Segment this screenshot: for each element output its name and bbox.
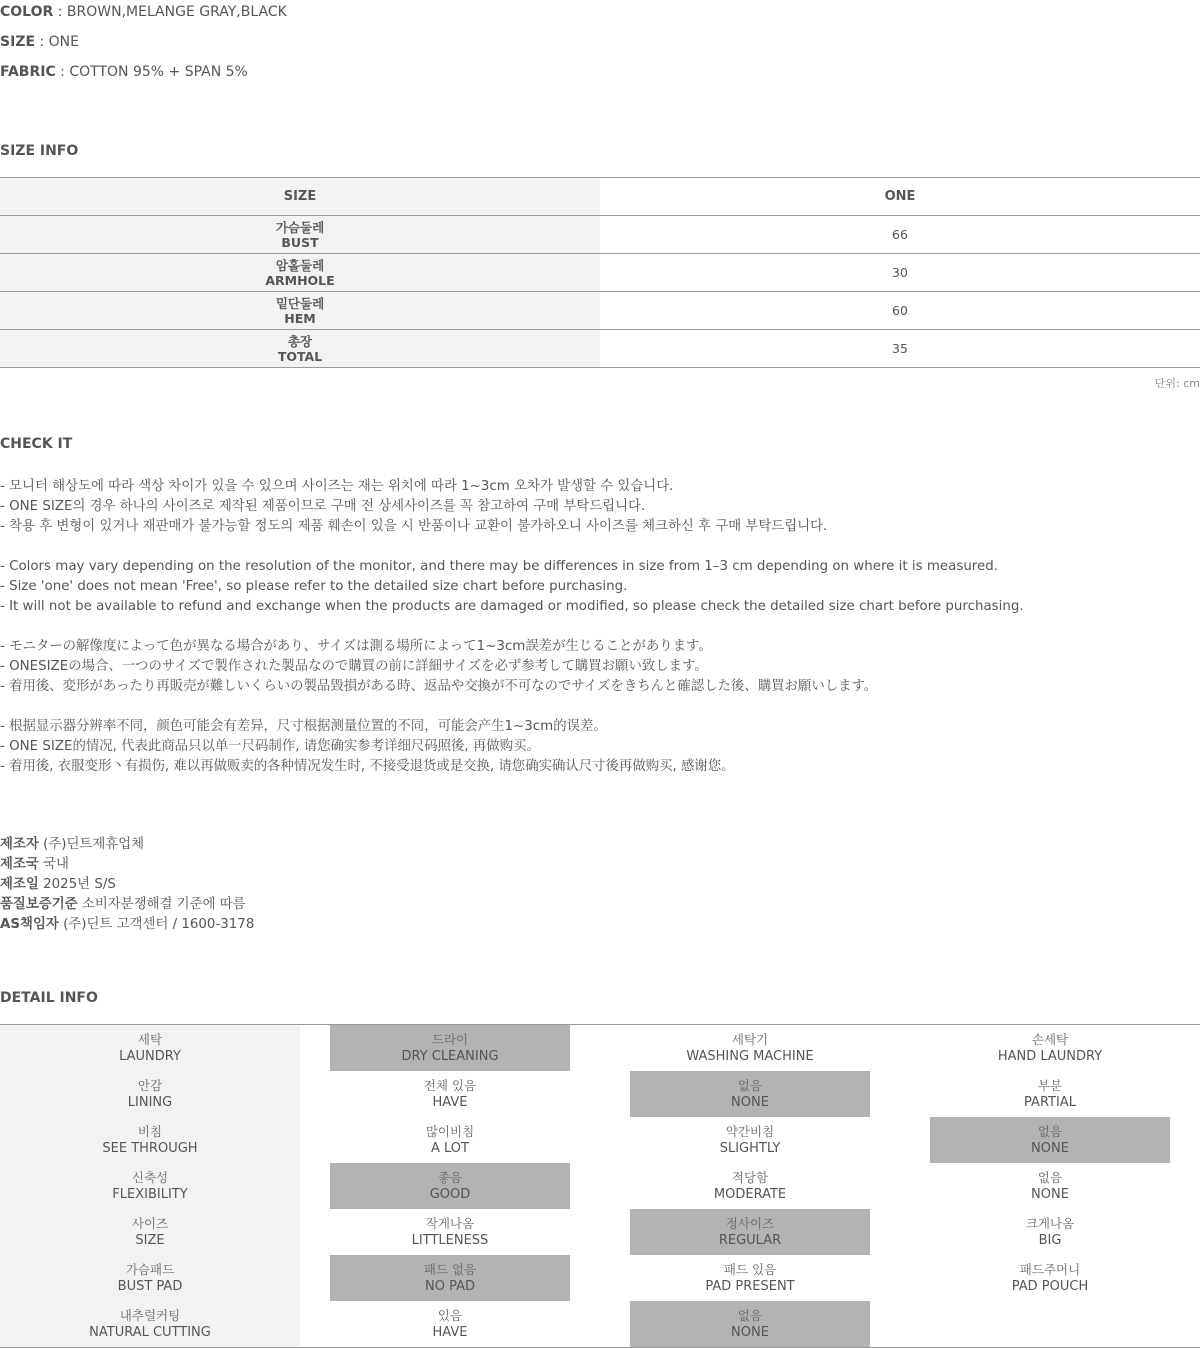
detail-option bbox=[930, 1209, 1170, 1255]
option-en: LITTLENESS bbox=[411, 1233, 489, 1248]
spec-fabric bbox=[0, 64, 248, 80]
option-ko: 크게나옴 bbox=[1025, 1216, 1075, 1231]
detail-option bbox=[630, 1117, 870, 1163]
detail-option-selected bbox=[630, 1071, 870, 1117]
detail-label-ko: 비침 bbox=[137, 1124, 163, 1139]
manufacturer-info bbox=[0, 835, 254, 935]
option-ko: 좋음 bbox=[437, 1170, 463, 1185]
detail-option-selected bbox=[330, 1163, 570, 1209]
info-label: 제조국 bbox=[0, 857, 39, 872]
spec-label: SIZE bbox=[0, 34, 36, 50]
size-row bbox=[0, 254, 1200, 292]
info-value: (주)딘트 고객센터 / 1600-3178 bbox=[58, 917, 255, 932]
info-row bbox=[0, 835, 254, 855]
detail-label-en: SEE THROUGH bbox=[102, 1141, 198, 1156]
option-en: SLIGHTLY bbox=[719, 1141, 781, 1156]
info-value: 국내 bbox=[38, 857, 69, 872]
option-en: PARTIAL bbox=[1024, 1095, 1076, 1110]
info-value: 2025년 S/S bbox=[38, 877, 116, 892]
note-line: - Colors may vary depending on the resolution of the monitor, and there may be differences in size from 1–3 cm depending on where it is measured. bbox=[0, 559, 999, 574]
detail-row bbox=[0, 1071, 1200, 1117]
option-ko: 패드 없음 bbox=[423, 1262, 477, 1277]
option-ko: 부분 bbox=[1037, 1078, 1063, 1093]
detail-option bbox=[330, 1117, 570, 1163]
note-line: - Size 'one' does not mean 'Free', so please refer to the detailed size chart before purchasing. bbox=[0, 579, 628, 594]
size-row bbox=[0, 292, 1200, 330]
detail-row bbox=[0, 1163, 1200, 1209]
option-en: NONE bbox=[731, 1325, 769, 1340]
size-row-ko: 총장 bbox=[287, 333, 313, 349]
option-ko: 전체 있음 bbox=[423, 1078, 477, 1093]
note-line: - It will not be available to refund and exchange when the products are damaged or modified, so please check the detailed size chart before purchasing. bbox=[0, 599, 1024, 614]
spec-value: : BROWN,MELANGE GRAY,BLACK bbox=[53, 4, 287, 20]
spec-value: : COTTON 95% + SPAN 5% bbox=[55, 64, 248, 80]
option-ko: 적당함 bbox=[731, 1170, 769, 1185]
option-ko: 없음 bbox=[1037, 1124, 1063, 1139]
option-ko: 세탁기 bbox=[731, 1032, 769, 1047]
size-row-ko: 가슴둘레 bbox=[275, 219, 325, 235]
size-row-value: 66 bbox=[892, 227, 908, 242]
size-header-value: ONE bbox=[884, 189, 916, 204]
detail-label-en: LAUNDRY bbox=[119, 1049, 181, 1064]
option-ko: 있음 bbox=[437, 1308, 463, 1323]
spec-label: COLOR bbox=[0, 4, 54, 20]
detail-option bbox=[930, 1163, 1170, 1209]
detail-row-label bbox=[0, 1025, 300, 1071]
detail-row bbox=[0, 1209, 1200, 1255]
note-line: - ONESIZEの場合、一つのサイズで製作された製品なので購買の前に詳細サイズを必ず参考して購買お願い致します。 bbox=[0, 659, 708, 674]
spec-label: FABRIC bbox=[0, 64, 56, 80]
detail-label-ko: 내추럴커팅 bbox=[119, 1308, 181, 1323]
option-en: PAD PRESENT bbox=[705, 1279, 795, 1294]
option-en: HAVE bbox=[432, 1095, 468, 1110]
detail-row bbox=[0, 1255, 1200, 1301]
detail-option-selected bbox=[630, 1301, 870, 1347]
detail-option bbox=[930, 1071, 1170, 1117]
option-ko: 패드주머니 bbox=[1019, 1262, 1081, 1277]
detail-option bbox=[930, 1255, 1170, 1301]
option-en: HAND LAUNDRY bbox=[997, 1049, 1103, 1064]
option-en: PAD POUCH bbox=[1011, 1279, 1089, 1294]
spec-value: : ONE bbox=[35, 34, 79, 50]
option-en: BIG bbox=[1038, 1233, 1062, 1248]
note-line: - 根据显示器分辨率不同，颜色可能会有差异，尺寸根据测量位置的不同，可能会产生1~3cm的误差。 bbox=[0, 719, 607, 734]
detail-row bbox=[0, 1025, 1200, 1071]
option-en: WASHING MACHINE bbox=[686, 1049, 814, 1064]
option-ko: 많이비침 bbox=[425, 1124, 475, 1139]
info-value: 소비자분쟁해결 기준에 따름 bbox=[77, 897, 246, 912]
info-row bbox=[0, 855, 254, 875]
option-en: REGULAR bbox=[718, 1233, 782, 1248]
size-row-value: 30 bbox=[892, 265, 908, 280]
note-line: - 着用後、変形があったり再販売が難しいくらいの製品毀損がある時、返品や交換が不可なのでサイズをきちんと確認した後、購買お願いします。 bbox=[0, 679, 878, 694]
option-ko: 없음 bbox=[1037, 1170, 1063, 1185]
size-row-value: 35 bbox=[892, 341, 908, 356]
option-en: NO PAD bbox=[424, 1279, 475, 1294]
detail-table bbox=[0, 1024, 1200, 1348]
info-label: 제조자 bbox=[0, 837, 39, 852]
detail-row bbox=[0, 1301, 1200, 1347]
info-label: AS책임자 bbox=[0, 917, 59, 932]
detail-label-en: SIZE bbox=[135, 1233, 165, 1248]
option-en: NONE bbox=[1031, 1141, 1069, 1156]
note-line: - ONE SIZE의 경우 하나의 사이즈로 제작된 제품이므로 구매 전 상세사이즈를 꼭 참고하여 구매 부탁드립니다. bbox=[0, 499, 646, 514]
detail-label-ko: 안감 bbox=[137, 1078, 163, 1093]
size-row-ko: 밑단둘레 bbox=[275, 295, 325, 311]
detail-label-en: NATURAL CUTTING bbox=[89, 1325, 211, 1340]
detail-row-label bbox=[0, 1071, 300, 1117]
detail-option-selected bbox=[330, 1255, 570, 1301]
detail-option bbox=[630, 1255, 870, 1301]
detail-label-ko: 신축성 bbox=[131, 1170, 169, 1185]
size-header-label: SIZE bbox=[0, 178, 600, 215]
size-row-en: HEM bbox=[284, 310, 316, 326]
detail-row-label bbox=[0, 1209, 300, 1255]
size-row-en: ARMHOLE bbox=[265, 272, 335, 288]
info-row bbox=[0, 875, 254, 895]
option-en: NONE bbox=[1031, 1187, 1069, 1202]
detail-label-en: BUST PAD bbox=[117, 1279, 183, 1294]
option-en: MODERATE bbox=[713, 1187, 787, 1202]
detail-option bbox=[330, 1071, 570, 1117]
size-row-value: 60 bbox=[892, 303, 908, 318]
note-line: - 着用後, 衣服变形丶有损伤, 难以再做贩卖的各种情况发生时, 不接受退货或是交换, 请您确实确认尺寸後再做购买, 感谢您。 bbox=[0, 759, 735, 774]
note-line: - モニターの解像度によって色が異なる場合があり、サイズは測る場所によって1~3cm誤差が生じることがあります。 bbox=[0, 639, 712, 654]
detail-option-selected bbox=[930, 1117, 1170, 1163]
detail-option-selected bbox=[630, 1209, 870, 1255]
detail-option-selected bbox=[330, 1025, 570, 1071]
size-table-header bbox=[0, 178, 1200, 216]
detail-row-label bbox=[0, 1117, 300, 1163]
detail-label-ko: 사이즈 bbox=[131, 1216, 169, 1231]
note-line: - 모니터 해상도에 따라 색상 차이가 있을 수 있으며 사이즈는 재는 위치에 따라 1~3cm 오차가 발생할 수 있습니다. bbox=[0, 479, 674, 494]
option-ko: 정사이즈 bbox=[725, 1216, 775, 1231]
size-row-en: TOTAL bbox=[277, 348, 323, 364]
detail-option bbox=[330, 1209, 570, 1255]
note-line: - 착용 후 변형이 있거나 재판매가 불가능할 정도의 제품 훼손이 있을 시 반품이나 교환이 불가하오니 사이즈를 체크하신 후 구매 부탁드립니다. bbox=[0, 519, 828, 534]
spec-size bbox=[0, 34, 79, 50]
option-ko: 작게나옴 bbox=[425, 1216, 475, 1231]
option-en: A LOT bbox=[431, 1141, 469, 1156]
option-en: DRY CLEANING bbox=[401, 1049, 499, 1064]
spec-color bbox=[0, 4, 287, 20]
detail-label-en: FLEXIBILITY bbox=[112, 1187, 188, 1202]
detail-option bbox=[630, 1025, 870, 1071]
detail-label-ko: 세탁 bbox=[137, 1032, 163, 1047]
detail-option bbox=[330, 1301, 570, 1347]
option-en: NONE bbox=[731, 1095, 769, 1110]
info-row bbox=[0, 915, 254, 935]
size-row-ko: 암홀둘레 bbox=[275, 257, 325, 273]
info-label: 제조일 bbox=[0, 877, 39, 892]
size-row bbox=[0, 216, 1200, 254]
option-ko: 약간비침 bbox=[725, 1124, 775, 1139]
detail-row bbox=[0, 1117, 1200, 1163]
size-row-en: BUST bbox=[281, 234, 319, 250]
option-en: HAVE bbox=[432, 1325, 468, 1340]
detail-option bbox=[930, 1025, 1170, 1071]
option-ko: 패드 있음 bbox=[723, 1262, 777, 1277]
size-row bbox=[0, 330, 1200, 368]
note-line: - ONE SIZE的情况, 代表此商品只以单一尺码制作, 请您确实参考详细尺码照後, 再做购买。 bbox=[0, 739, 540, 754]
detail-option bbox=[630, 1163, 870, 1209]
detail-label-ko: 가슴패드 bbox=[125, 1262, 175, 1277]
size-info-title: SIZE INFO bbox=[0, 143, 79, 159]
option-ko: 드라이 bbox=[431, 1032, 469, 1047]
option-ko: 없음 bbox=[737, 1078, 763, 1093]
option-ko: 없음 bbox=[737, 1308, 763, 1323]
info-value: (주)딘트제휴업체 bbox=[38, 837, 145, 852]
info-label: 품질보증기준 bbox=[0, 897, 78, 912]
size-unit-note: 단위: cm bbox=[1154, 377, 1200, 390]
detail-info-title: DETAIL INFO bbox=[0, 990, 98, 1006]
detail-row-label bbox=[0, 1301, 300, 1347]
check-it-title: CHECK IT bbox=[0, 436, 73, 452]
size-table bbox=[0, 177, 1200, 368]
detail-row-label bbox=[0, 1163, 300, 1209]
detail-row-label bbox=[0, 1255, 300, 1301]
detail-label-en: LINING bbox=[127, 1095, 173, 1110]
check-it-notes bbox=[0, 477, 1024, 777]
option-en: GOOD bbox=[429, 1187, 471, 1202]
info-row bbox=[0, 895, 254, 915]
option-ko: 손세탁 bbox=[1031, 1032, 1069, 1047]
